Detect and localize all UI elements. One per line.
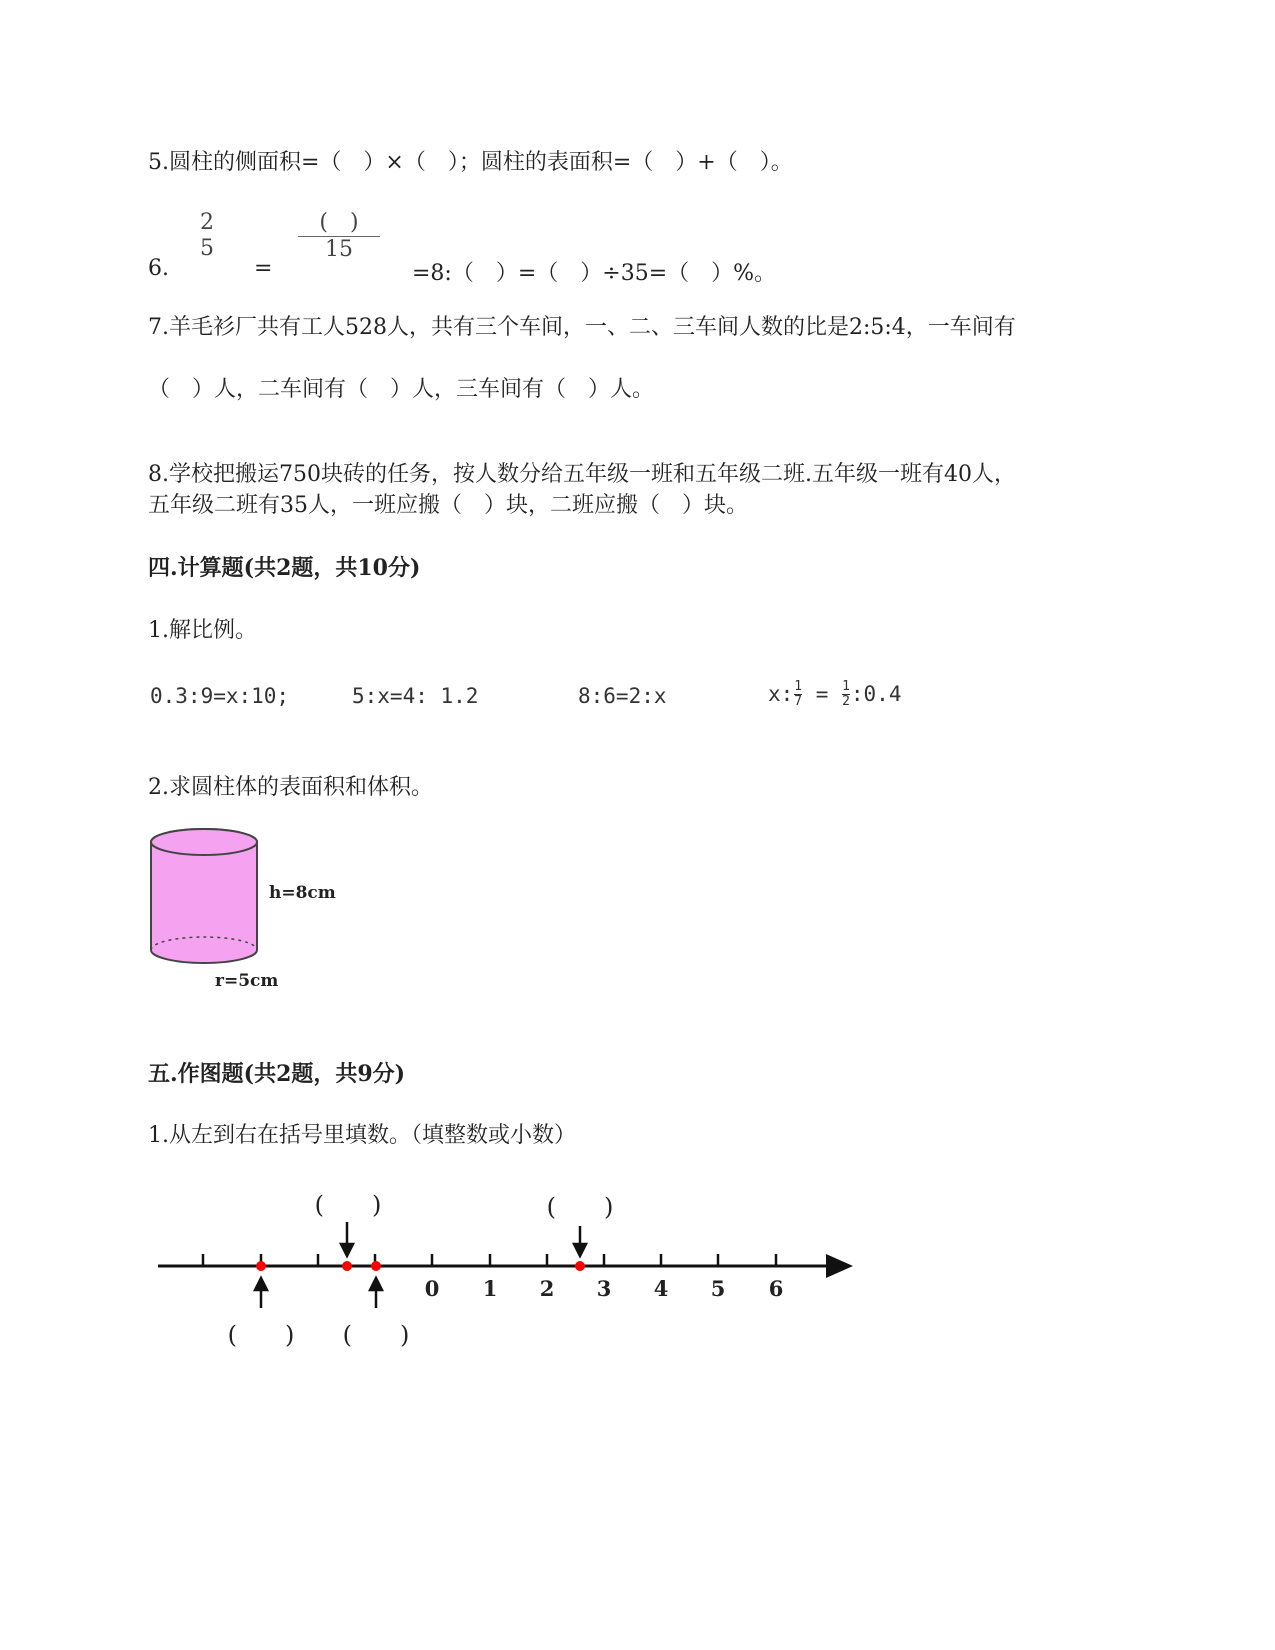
- section-5-title: 五.作图题(共2题，共9分): [148, 1061, 406, 1087]
- blank-bottom-right: ( ): [342, 1321, 410, 1349]
- equation-2: 5:x=4: 1.2: [352, 684, 479, 708]
- question-7-line1: 7.羊毛衫厂共有工人528人，共有三个车间，一、二、三车间人数的比是2:5:4，一车间有: [148, 315, 1016, 340]
- equation-4-equals: =: [803, 682, 842, 706]
- point-a: [256, 1261, 266, 1271]
- up-arrow-c-head: [370, 1278, 382, 1290]
- blank-top-left: ( ): [314, 1191, 382, 1219]
- down-arrow-d-head: [574, 1244, 586, 1256]
- tick-label-4: 4: [653, 1276, 669, 1301]
- tick-label-1: 1: [482, 1276, 498, 1301]
- question-8-line2: 五年级二班有35人，一班应搬（ ）块，二班应搬（ ）块。: [148, 493, 748, 518]
- fraction-numerator: 1: [842, 678, 850, 694]
- section-4-question-1: 1.解比例。: [148, 618, 257, 643]
- fraction-denominator: 2: [842, 693, 850, 709]
- tick-label-2: 2: [539, 1276, 555, 1301]
- fraction-denominator: 7: [794, 693, 803, 709]
- question-6-number: 6.: [148, 256, 169, 281]
- tick-label-0: 0: [424, 1276, 440, 1301]
- section-4-question-2: 2.求圆柱体的表面积和体积。: [148, 775, 433, 800]
- cylinder-top-ellipse: [151, 829, 257, 855]
- fraction-denominator: 5: [200, 236, 214, 261]
- cylinder-figure: [145, 822, 345, 997]
- cylinder-radius-label: r=5cm: [215, 971, 279, 991]
- blank-top-right: ( ): [546, 1193, 614, 1221]
- up-arrow-a-head: [255, 1278, 267, 1290]
- equation-3: 8:6=2:x: [578, 684, 667, 708]
- down-arrow-b-head: [341, 1244, 353, 1256]
- point-d: [575, 1261, 585, 1271]
- number-line-ticks: [203, 1254, 776, 1266]
- fraction-numerator: 2: [200, 210, 214, 235]
- question-5: 5.圆柱的侧面积=（ ）×（ ）；圆柱的表面积=（ ）+（ ）。: [148, 150, 793, 175]
- tick-label-3: 3: [596, 1276, 612, 1301]
- question-7-line2: （ ）人，二车间有（ ）人，三车间有（ ）人。: [148, 377, 655, 402]
- number-line-figure: [0, 1180, 900, 1360]
- equation-4-prefix: x:: [768, 682, 794, 706]
- equals-sign: =: [254, 256, 273, 281]
- question-6-rest: =8:（ ）=（ ）÷35=（ ）%。: [412, 261, 777, 286]
- tick-label-6: 6: [768, 1276, 784, 1301]
- blank-bottom-left: ( ): [227, 1321, 295, 1349]
- cylinder-height-label: h=8cm: [269, 883, 336, 903]
- equation-4: [768, 676, 901, 712]
- question-8-line1: 8.学校把搬运750块砖的任务，按人数分给五年级一班和五年级二班.五年级一班有40人，: [148, 462, 1016, 487]
- fraction-blank-over-15: [298, 210, 380, 263]
- fraction-one-seventh: [794, 680, 802, 709]
- tick-label-5: 5: [710, 1276, 726, 1301]
- section-4-title: 四.计算题(共2题，共10分): [148, 555, 421, 581]
- equation-4-suffix: :0.4: [850, 682, 902, 706]
- equation-1: 0.3:9=x:10;: [150, 684, 290, 708]
- fraction-numerator: 1: [794, 678, 803, 694]
- point-b: [342, 1261, 352, 1271]
- fraction-denominator: 15: [298, 236, 380, 263]
- fraction-one-half: [842, 680, 850, 709]
- section-5-question-1: 1.从左到右在括号里填数。（填整数或小数）: [148, 1123, 576, 1148]
- fraction-two-fifths: [196, 210, 218, 262]
- fraction-numerator: ( ): [319, 210, 359, 235]
- point-c: [371, 1261, 381, 1271]
